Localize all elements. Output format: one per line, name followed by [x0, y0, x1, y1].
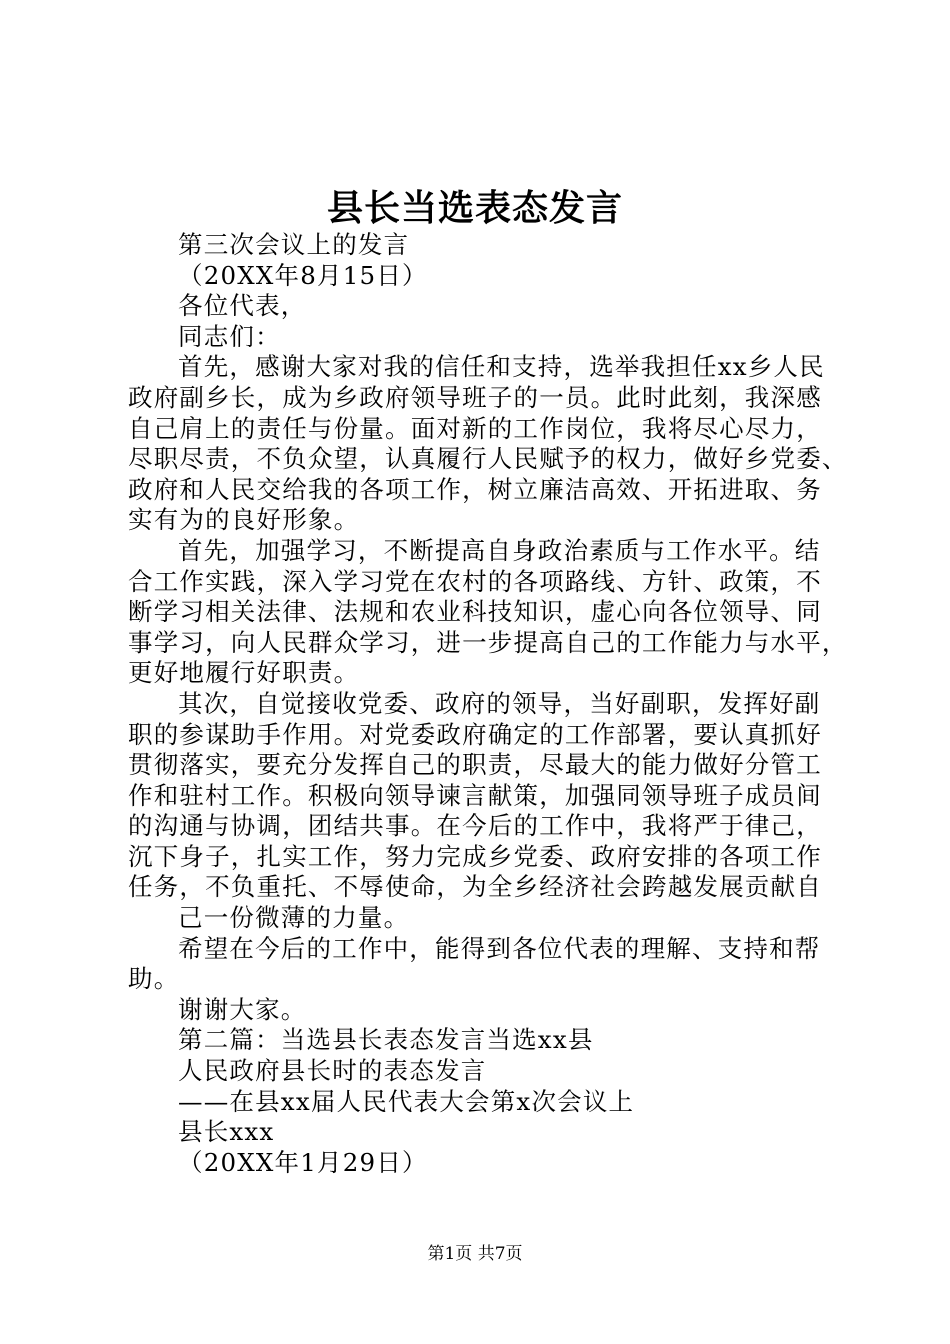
text-line: 己一份微薄的力量。	[178, 903, 410, 933]
text-line: 各位代表，	[178, 291, 307, 321]
text-line: 合工作实践，深入学习党在农村的各项路线、方针、政策，不	[128, 566, 822, 596]
text-line: 首先，加强学习，不断提高自身政治素质与工作水平。结	[178, 535, 821, 565]
document-title: 县长当选表态发言	[326, 187, 623, 229]
text-line: 自己肩上的责任与份量。面对新的工作岗位，我将尽心尽力，	[128, 413, 822, 443]
text-line: 贯彻落实，要充分发挥自己的职责，尽最大的能力做好分管工	[128, 750, 822, 780]
text-line: 县长xxx	[178, 1117, 275, 1147]
text-line: 其次，自觉接收党委、政府的领导，当好副职，发挥好副	[178, 688, 821, 718]
text-line: ——在县xx届人民代表大会第x次会议上	[178, 1086, 635, 1116]
page-footer: 第1页 共7页	[427, 1244, 523, 1264]
text-line: 人民政府县长时的表态发言	[178, 1056, 487, 1086]
text-line: 政府和人民交给我的各项工作，树立廉洁高效、开拓进取、务	[128, 474, 822, 504]
text-line: 希望在今后的工作中，能得到各位代表的理解、支持和帮	[178, 933, 821, 963]
text-line: 更好地履行好职责。	[128, 658, 360, 688]
text-line: 作和驻村工作。积极向领导谏言献策，加强同领导班子成员间	[128, 780, 822, 810]
text-line: 谢谢大家。	[178, 994, 307, 1024]
text-line: 首先，感谢大家对我的信任和支持，选举我担任xx乡人民	[178, 352, 825, 382]
text-line: 职的参谋助手作用。对党委政府确定的工作部署，要认真抓好	[128, 719, 822, 749]
text-line: 第三次会议上的发言	[178, 230, 410, 259]
text-line: （20XX年1月29日）	[178, 1147, 428, 1177]
text-line: 的沟通与协调，团结共事。在今后的工作中，我将严于律己，	[128, 811, 822, 841]
document-body	[128, 230, 848, 1178]
text-line: 实有为的良好形象。	[128, 505, 360, 535]
text-line: 断学习相关法律、法规和农业科技知识，虚心向各位领导、同	[128, 597, 822, 627]
text-line: 任务，不负重托、不辱使命，为全乡经济社会跨越发展贡献自	[128, 872, 822, 902]
text-line: 第二篇：当选县长表态发言当选xx县	[178, 1025, 594, 1055]
text-line: 助。	[128, 964, 180, 994]
text-line: 同志们：	[178, 321, 281, 351]
text-line: 尽职尽责，不负众望，认真履行人民赋予的权力，做好乡党委、	[128, 444, 848, 474]
text-line: 沉下身子，扎实工作，努力完成乡党委、政府安排的各项工作	[128, 841, 822, 871]
text-line: （20XX年8月15日）	[178, 260, 428, 290]
text-line: 事学习，向人民群众学习，进一步提高自己的工作能力与水平，	[128, 627, 848, 657]
text-line: 政府副乡长，成为乡政府领导班子的一员。此时此刻，我深感	[128, 382, 822, 412]
